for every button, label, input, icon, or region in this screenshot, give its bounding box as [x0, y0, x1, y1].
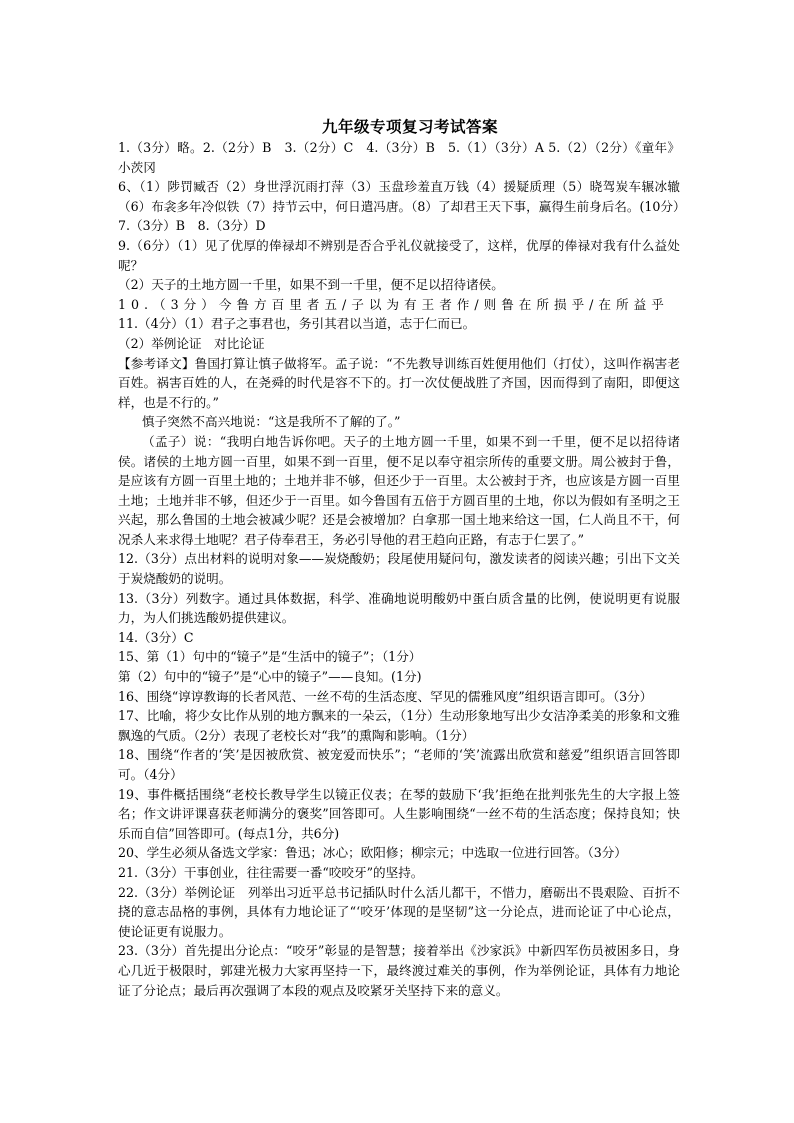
answer-22: 22.（3分）举例论证 列举出习近平总书记插队时什么活儿都干，不惜力，磨砺出不畏艰险、百折不挠的意志品格的事例，具体有力地论证了“‘咬牙’体现的是坚韧”这一分论点，进而论证了中心论点，使论证更有说服力。 — [118, 884, 680, 939]
answer-document — [118, 116, 686, 1000]
answer-16: 16、围绕“谆谆教诲的长者风范、一丝不苟的生活态度、罕见的儒雅风度”组织语言即可。（3分） — [118, 688, 653, 704]
answer-9-part1: 9.（6分）（1）见了优厚的俸禄却不辨别是否合乎礼仪就接受了，这样，优厚的俸禄对我有什么益处呢？ — [118, 237, 680, 273]
answer-13: 13.（3分）列数字。通过具体数据，科学、准确地说明酸奶中蛋白质含量的比例，使说明更有说服力，为人们挑选酸奶提供建议。 — [118, 590, 680, 626]
answer-19: 19、事件概括围绕“老校长教导学生以镜正仪表；在琴的鼓励下‘我’拒绝在批判张先生的大字报上签名；作文讲评课喜获老师满分的褒奖”回答即可。人生影响围绕“一丝不苟的生活态度；保持良知；快乐而自信”回答即可。(每点1分，共6分) — [118, 786, 680, 841]
answer-17: 17、比喻，将少女比作从别的地方飘来的一朵云，（1分）生动形象地写出少女洁净柔美的形象和文雅飘逸的气质。（2分）表现了老校长对“我”的熏陶和影响。（1分） — [118, 708, 680, 743]
answer-1-5: 1.（3分）略。2.（2分）B 3.（2分）C 4.（3分）B 5.（1）（3分）A 5.（2）（2分）《童年》 小茨冈 — [118, 140, 680, 175]
answer-9-part2: （2）天子的土地方圆一千里，如果不到一千里，便不足以招待诸侯。 — [118, 277, 504, 293]
translation-paragraph-2: 慎子突然不高兴地说：“这是我所不了解的了。” — [142, 414, 401, 430]
answer-11-part2: （2）举例论证 对比论证 — [118, 335, 265, 351]
answer-10: 10.（3分）今鲁方百里者五/子以为有王者作/则鲁在所损乎/在所益乎 — [118, 296, 669, 312]
answer-15-part2: 第（2）句中的“镜子”是“心中的镜子”——良知。(1分) — [118, 669, 422, 685]
answer-23: 23.（3分）首先提出分论点：“咬牙”彰显的是智慧；接着举出《沙家浜》中新四军伤员被困多日，身心几近于极限时，郭建光极力大家再坚持一下，最终渡过难关的事例，作为举例论证，具体有力地论证了分论点；最后再次强调了本段的观点及咬紧牙关坚持下来的意义。 — [118, 943, 680, 998]
answer-7-8: 7.（3分）B 8.（3分）D — [118, 218, 266, 234]
answer-12: 12.（3分）点出材料的说明对象——炭烧酸奶；段尾使用疑问句，激发读者的阅读兴趣；引出下文关于炭烧酸奶的说明。 — [118, 551, 680, 587]
translation-paragraph-3: （孟子）说：“我明白地告诉你吧。天子的土地方圆一千里，如果不到一千里，便不足以招待诸侯。诸侯的土地方圆一百里，如果不到一百里，便不足以奉守祖宗所传的重要文册。周公被封于鲁，是应该有方圆一百里土地的；土地并非不够，但还少于一百里。太公被封于齐，也应该是方圆一百里土地；土地并非不够，但还少于一百里。如今鲁国有五倍于方圆百里的土地，你以为假如有圣明之王兴起，那么鲁国的土地会被减少呢？还是会被增加？白拿那一国土地来给这一国，仁人尚且不干，何况杀人来求得土地呢？君子侍奉君王，务必引导他的君王趋向正路，有志于仁罢了。” — [118, 433, 680, 547]
page-title: 九年级专项复习考试答案 — [321, 117, 498, 136]
answer-14: 14.（3分）C — [118, 629, 194, 645]
answer-15-part1: 15、第（1）句中的“镜子”是“生活中的镜子”；（1分） — [118, 649, 422, 665]
answer-20: 20、学生必须从备选文学家：鲁迅；冰心；欧阳修；柳宗元；中选取一位进行回答。（3分） — [118, 845, 627, 861]
answer-6: 6、（1）陟罚臧否（2）身世浮沉雨打萍（3）玉盘珍羞直万钱（4）援疑质理（5）晓驾炭车辗冰辙（6）布衾多年冷似铁（7）持节云中，何日遣冯唐。（8）了却君王天下事，赢得生前身后名。(10分） — [118, 179, 686, 214]
answer-21: 21.（3分）干事创业，往往需要一番“咬咬牙”的坚持。 — [118, 864, 424, 880]
answer-11-part1: 11.（4分）（1）君子之事君也，务引其君以当道，志于仁而已。 — [118, 316, 476, 332]
translation-paragraph-1: 【参考译文】鲁国打算让慎子做将军。孟子说：“不先教导训练百姓便用他们（打仗），这叫作祸害老百姓。祸害百姓的人，在尧舜的时代是容不下的。打一次仗便战胜了齐国，因而得到了南阳，即便这样，也是不行的。” — [118, 355, 680, 410]
answer-18: 18、围绕“作者的‘笑’是因被欣赏、被宠爱而快乐”；“老师的‘笑’流露出欣赏和慈爱”组织语言回答即可。（4分） — [118, 747, 680, 782]
